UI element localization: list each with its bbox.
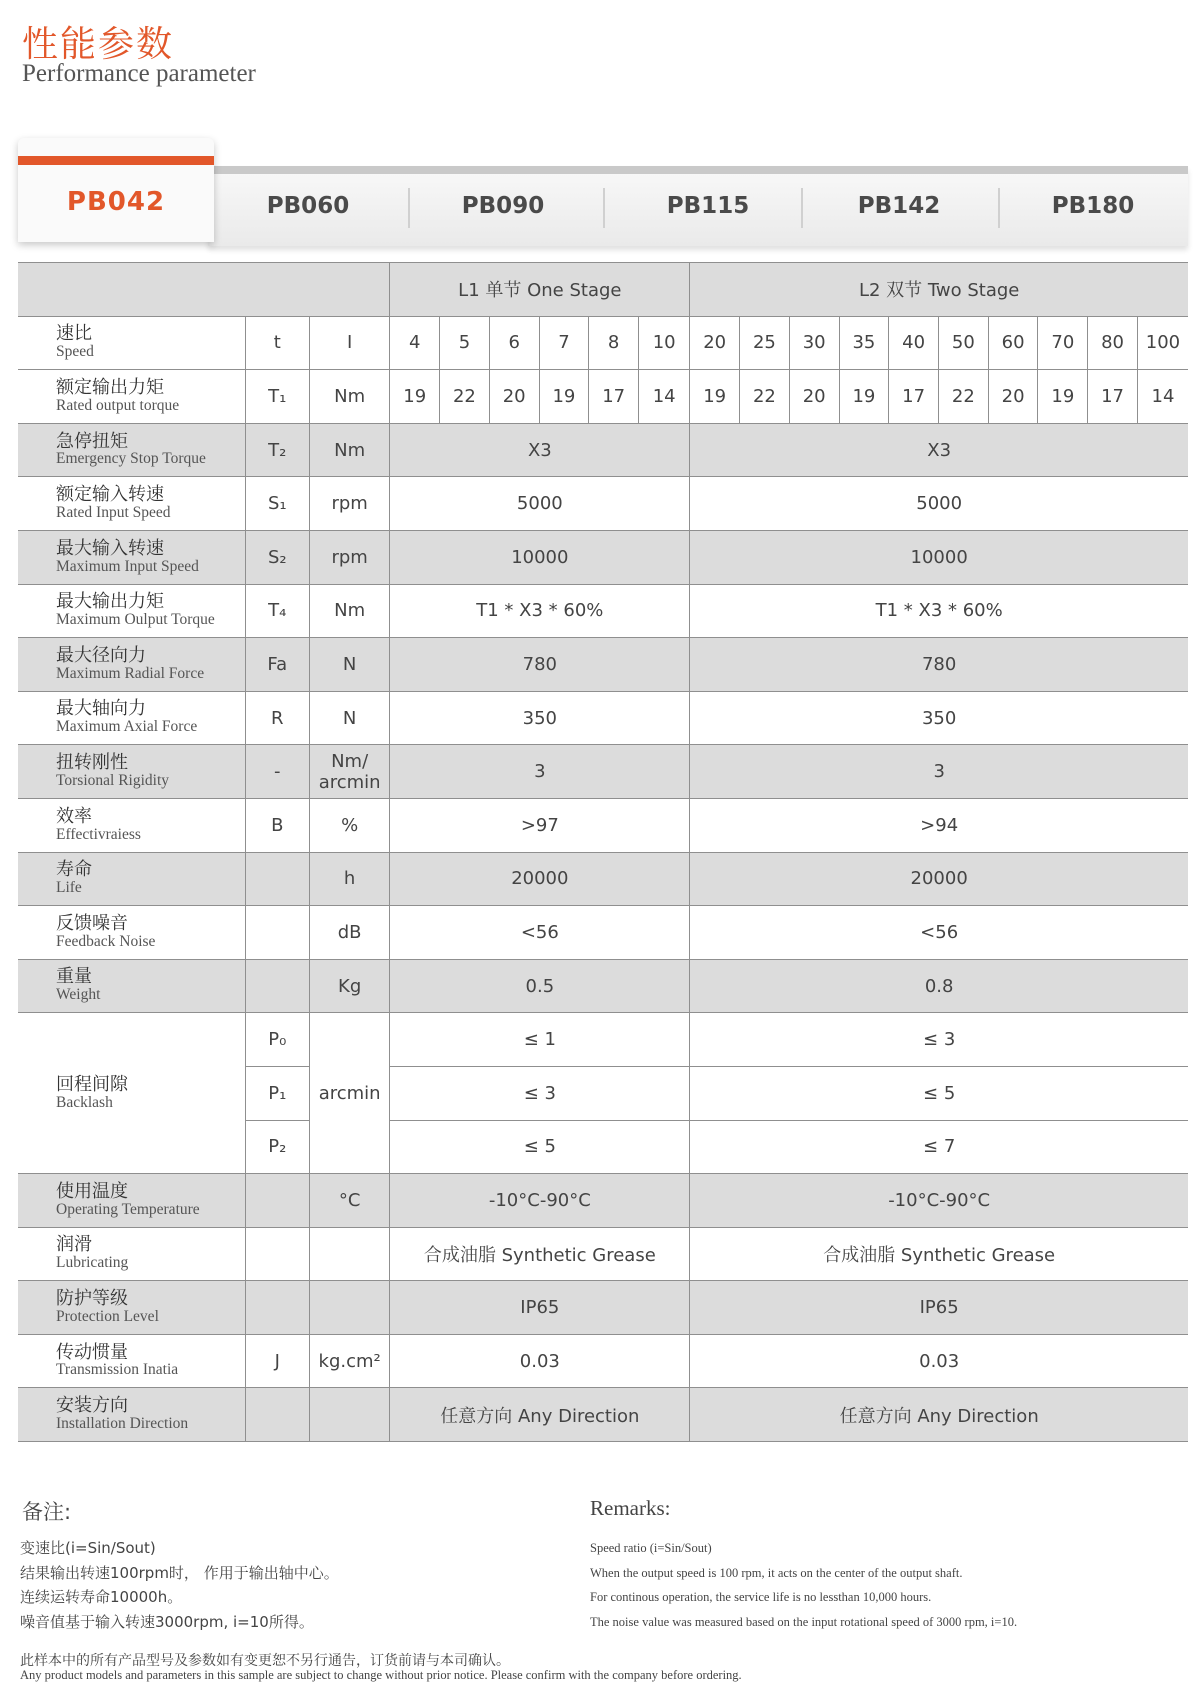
- param-name: [18, 1174, 245, 1228]
- value-cell: 19: [1038, 370, 1088, 424]
- param-symbol: P₁: [245, 1066, 309, 1120]
- stage-header-row: [18, 263, 1188, 317]
- stage1-value: 10000: [390, 530, 690, 584]
- tab-divider: [408, 188, 410, 228]
- stage1-value: -10°C-90°C: [390, 1174, 690, 1228]
- notice-cn: 此样本中的所有产品型号及参数如有变更恕不另行通告，订货前请与本司确认。: [20, 1653, 510, 1669]
- remarks-en: [590, 1536, 1017, 1634]
- param-name-cn: 防护等级: [56, 1288, 128, 1309]
- stage2-value: 350: [690, 691, 1188, 745]
- stage1-value: IP65: [390, 1281, 690, 1335]
- tab-pb090[interactable]: PB090: [461, 193, 545, 219]
- value-cell: 19: [390, 370, 440, 424]
- stage2-value: ≤ 5: [690, 1066, 1188, 1120]
- param-unit: h: [309, 852, 389, 906]
- table-row: [18, 906, 1188, 960]
- param-name-cn: 效率: [56, 805, 92, 827]
- param-name-en: Maximum Oulput Torque: [56, 611, 215, 629]
- stage1-value: 3: [390, 745, 690, 799]
- value-cell: 19: [539, 370, 589, 424]
- param-name-en: Emergency Stop Torque: [56, 450, 206, 468]
- param-symbol: P₂: [245, 1120, 309, 1174]
- stage2-value: 20000: [690, 852, 1188, 906]
- stage2-value: IP65: [690, 1281, 1188, 1335]
- value-cell: 80: [1088, 316, 1138, 370]
- stage1-value: 350: [390, 691, 690, 745]
- stage1-value: 0.03: [390, 1334, 690, 1388]
- param-unit: Kg: [309, 959, 389, 1013]
- value-cell: 20: [789, 370, 839, 424]
- value-cell: 4: [390, 316, 440, 370]
- param-unit: Nm: [309, 370, 389, 424]
- tab-pb042[interactable]: [18, 138, 214, 242]
- param-name: [18, 906, 245, 960]
- stage2-value: 780: [690, 638, 1188, 692]
- remark-en-line: The noise value was measured based on the input rotational speed of 3000 rpm, i=10.: [590, 1614, 1018, 1629]
- value-cell: 8: [589, 316, 639, 370]
- value-cell: 22: [440, 370, 490, 424]
- stage2-value: 任意方向 Any Direction: [690, 1388, 1188, 1442]
- tab-pb180[interactable]: PB180: [1051, 193, 1135, 219]
- param-symbol: [245, 1227, 309, 1281]
- value-cell: 25: [740, 316, 790, 370]
- param-name-en: Backlash: [56, 1093, 113, 1111]
- param-symbol: P₀: [245, 1013, 309, 1067]
- value-cell: 35: [839, 316, 889, 370]
- value-cell: 14: [1137, 370, 1188, 424]
- remark-en-line: When the output speed is 100 rpm, it acts on the center of the output shaft.: [590, 1565, 963, 1580]
- stage2-value: 10000: [690, 530, 1188, 584]
- param-symbol: T₄: [245, 584, 309, 638]
- stage2-value: 合成油脂 Synthetic Grease: [690, 1227, 1188, 1281]
- param-name-en: Maximum Radial Force: [56, 664, 205, 682]
- stage1-header: L1 单节 One Stage: [390, 263, 690, 317]
- param-unit: [309, 1227, 389, 1281]
- param-name-en: Installation Direction: [56, 1415, 189, 1433]
- value-cell: 60: [988, 316, 1038, 370]
- param-unit: rpm: [309, 477, 389, 531]
- model-tabbar: [18, 138, 1188, 242]
- table-row: [18, 423, 1188, 477]
- stage2-value: -10°C-90°C: [690, 1174, 1188, 1228]
- param-unit: Nm: [309, 584, 389, 638]
- param-unit: Nm/ arcmin: [309, 745, 389, 799]
- param-symbol: t: [245, 316, 309, 370]
- param-unit: arcmin: [309, 1013, 389, 1174]
- param-name-cn: 最大径向力: [56, 644, 146, 666]
- remarks-title-cn: 备注:: [22, 1500, 72, 1524]
- param-name-cn: 额定输出力矩: [56, 376, 164, 398]
- param-name-en: Feedback Noise: [56, 932, 156, 950]
- param-name-en: Transmission Inatia: [56, 1361, 179, 1379]
- param-name: [18, 584, 245, 638]
- value-cell: 10: [639, 316, 690, 370]
- param-name-cn: 安装方向: [56, 1395, 128, 1417]
- tab-divider: [801, 188, 803, 228]
- stage1-value: X3: [390, 423, 690, 477]
- param-name: [18, 1227, 245, 1281]
- param-name-en: Maximum Input Speed: [56, 557, 199, 575]
- param-name: [18, 423, 245, 477]
- value-cell: 5: [440, 316, 490, 370]
- table-row: [18, 1388, 1188, 1442]
- param-name-en: Effectivraiess: [56, 825, 141, 843]
- table-row: [18, 477, 1188, 531]
- notice-en: Any product models and parameters in this sample are subject to change without prior notice. Please confirm with the company before ordering.: [20, 1668, 742, 1682]
- param-name: [18, 745, 245, 799]
- tab-label: PB042: [66, 187, 166, 217]
- page-title-cn: 性能参数: [22, 24, 175, 65]
- stage1-value: <56: [390, 906, 690, 960]
- value-cell: 20: [988, 370, 1038, 424]
- param-name: [18, 691, 245, 745]
- param-name-cn: 传动惯量: [56, 1341, 128, 1363]
- param-name: [18, 1281, 245, 1335]
- value-cell: 50: [939, 316, 989, 370]
- param-name: [18, 1388, 245, 1442]
- value-cell: 14: [639, 370, 690, 424]
- table-row: [18, 1281, 1188, 1335]
- value-cell: 17: [889, 370, 939, 424]
- param-unit: %: [309, 798, 389, 852]
- table-row: [18, 1174, 1188, 1228]
- remark-en-line: For continous operation, the service life is no lessthan 10,000 hours.: [590, 1590, 932, 1604]
- param-unit: [309, 1281, 389, 1335]
- param-name-cn: 重量: [56, 966, 92, 988]
- param-symbol: [245, 1174, 309, 1228]
- remark-cn-line: 连续运转寿命10000h。: [20, 1588, 183, 1606]
- stage1-value: 5000: [390, 477, 690, 531]
- value-cell: 30: [789, 316, 839, 370]
- param-name-cn: 速比: [56, 323, 92, 345]
- param-name: [18, 1013, 245, 1174]
- stage1-value: 合成油脂 Synthetic Grease: [390, 1227, 690, 1281]
- tab-divider: [603, 188, 605, 228]
- param-name-en: Operating Temperature: [56, 1200, 200, 1218]
- performance-table: [18, 262, 1188, 1442]
- param-symbol: [245, 1281, 309, 1335]
- table-row: [18, 638, 1188, 692]
- param-name-en: Torsional Rigidity: [56, 771, 170, 789]
- param-name-cn: 反馈噪音: [56, 912, 128, 934]
- param-name-cn: 回程间隙: [56, 1073, 128, 1095]
- param-symbol: T₂: [245, 423, 309, 477]
- param-name: [18, 1334, 245, 1388]
- value-cell: 20: [489, 370, 539, 424]
- table-row: [18, 691, 1188, 745]
- param-symbol: -: [245, 745, 309, 799]
- tab-pb115[interactable]: PB115: [666, 193, 750, 219]
- table-row: [18, 745, 1188, 799]
- param-symbol: S₂: [245, 530, 309, 584]
- param-name: [18, 638, 245, 692]
- param-unit: rpm: [309, 530, 389, 584]
- param-unit: N: [309, 638, 389, 692]
- backlash-row: [18, 1013, 1188, 1067]
- value-cell: 19: [839, 370, 889, 424]
- value-cell: 17: [1088, 370, 1138, 424]
- param-name-cn: 扭转刚性: [56, 752, 128, 774]
- param-name-cn: 最大输出力矩: [56, 591, 164, 613]
- param-name-cn: 最大输入转速: [56, 537, 164, 559]
- param-unit: °C: [309, 1174, 389, 1228]
- value-cell: 22: [740, 370, 790, 424]
- table-row: [18, 530, 1188, 584]
- table-row: [18, 1227, 1188, 1281]
- param-name-en: Life: [56, 879, 82, 897]
- active-tab-indicator: [18, 156, 214, 165]
- param-name-en: Rated output torque: [56, 396, 180, 414]
- remark-cn-line: 噪音值基于输入转速3000rpm, i=10所得。: [20, 1612, 314, 1631]
- stage2-value: 3: [690, 745, 1188, 799]
- remark-en-line: Speed ratio (i=Sin/Sout): [590, 1541, 712, 1555]
- remark-cn-line: 变速比(i=Sin/Sout): [20, 1539, 156, 1557]
- param-name-en: Maximum Axial Force: [56, 718, 198, 736]
- header-blank: [18, 263, 390, 317]
- param-unit: I: [309, 316, 389, 370]
- param-symbol: Fa: [245, 638, 309, 692]
- param-symbol: S₁: [245, 477, 309, 531]
- param-name-cn: 急停扭矩: [56, 430, 128, 452]
- param-symbol: R: [245, 691, 309, 745]
- table-row: [18, 316, 1188, 370]
- param-name-en: Speed: [56, 343, 94, 361]
- stage1-value: ≤ 3: [390, 1066, 690, 1120]
- param-unit: N: [309, 691, 389, 745]
- stage2-value: ≤ 7: [690, 1120, 1188, 1174]
- stage1-value: 20000: [390, 852, 690, 906]
- stage2-value: 0.03: [690, 1334, 1188, 1388]
- stage2-value: <56: [690, 906, 1188, 960]
- param-symbol: [245, 959, 309, 1013]
- param-unit: [309, 1388, 389, 1442]
- value-cell: 40: [889, 316, 939, 370]
- stage2-value: T1 * X3 * 60%: [690, 584, 1188, 638]
- table-row: [18, 1334, 1188, 1388]
- remarks-cn: [20, 1536, 339, 1634]
- stage2-value: X3: [690, 423, 1188, 477]
- param-name-cn: 最大轴向力: [56, 698, 146, 720]
- param-name: [18, 316, 245, 370]
- value-cell: 19: [690, 370, 740, 424]
- param-name: [18, 852, 245, 906]
- table-row: [18, 959, 1188, 1013]
- param-name-en: Weight: [56, 986, 101, 1004]
- value-cell: 20: [690, 316, 740, 370]
- param-unit: kg.cm²: [309, 1334, 389, 1388]
- stage2-value: ≤ 3: [690, 1013, 1188, 1067]
- stage1-value: 780: [390, 638, 690, 692]
- param-symbol: B: [245, 798, 309, 852]
- tab-divider: [998, 188, 1000, 228]
- param-name-en: Protection Level: [56, 1307, 159, 1325]
- stage2-value: 0.8: [690, 959, 1188, 1013]
- param-name: [18, 959, 245, 1013]
- table-row: [18, 852, 1188, 906]
- stage1-value: 任意方向 Any Direction: [390, 1388, 690, 1442]
- tab-pb060[interactable]: PB060: [266, 193, 350, 219]
- stage1-value: ≤ 1: [390, 1013, 690, 1067]
- stage1-value: >97: [390, 798, 690, 852]
- param-name-en: Lubricating: [56, 1254, 129, 1272]
- value-cell: 7: [539, 316, 589, 370]
- param-symbol: [245, 906, 309, 960]
- stage1-value: ≤ 5: [390, 1120, 690, 1174]
- param-name-cn: 寿命: [56, 859, 92, 881]
- param-name-cn: 额定输入转速: [56, 484, 164, 506]
- param-name-cn: 润滑: [56, 1234, 92, 1256]
- tab-pb142[interactable]: PB142: [857, 193, 941, 219]
- param-name: [18, 798, 245, 852]
- param-name-cn: 使用温度: [56, 1180, 128, 1202]
- param-symbol: J: [245, 1334, 309, 1388]
- value-cell: 17: [589, 370, 639, 424]
- remark-cn-line: 结果输出转速100rpm时， 作用于输出轴中心。: [20, 1563, 339, 1582]
- stage2-value: 5000: [690, 477, 1188, 531]
- remarks-title-en: Remarks:: [590, 1496, 671, 1520]
- table-row: [18, 584, 1188, 638]
- param-unit: Nm: [309, 423, 389, 477]
- value-cell: 100: [1137, 316, 1188, 370]
- stage2-header: L2 双节 Two Stage: [690, 263, 1188, 317]
- page-title-en: Performance parameter: [22, 60, 256, 87]
- param-symbol: [245, 1388, 309, 1442]
- param-name: [18, 530, 245, 584]
- value-cell: 70: [1038, 316, 1088, 370]
- param-name: [18, 477, 245, 531]
- table-row: [18, 798, 1188, 852]
- stage2-value: >94: [690, 798, 1188, 852]
- param-name: [18, 370, 245, 424]
- param-symbol: [245, 852, 309, 906]
- table-row: [18, 370, 1188, 424]
- value-cell: 22: [939, 370, 989, 424]
- param-unit: dB: [309, 906, 389, 960]
- stage1-value: T1 * X3 * 60%: [390, 584, 690, 638]
- param-symbol: T₁: [245, 370, 309, 424]
- stage1-value: 0.5: [390, 959, 690, 1013]
- param-name-en: Rated Input Speed: [56, 503, 171, 521]
- value-cell: 6: [489, 316, 539, 370]
